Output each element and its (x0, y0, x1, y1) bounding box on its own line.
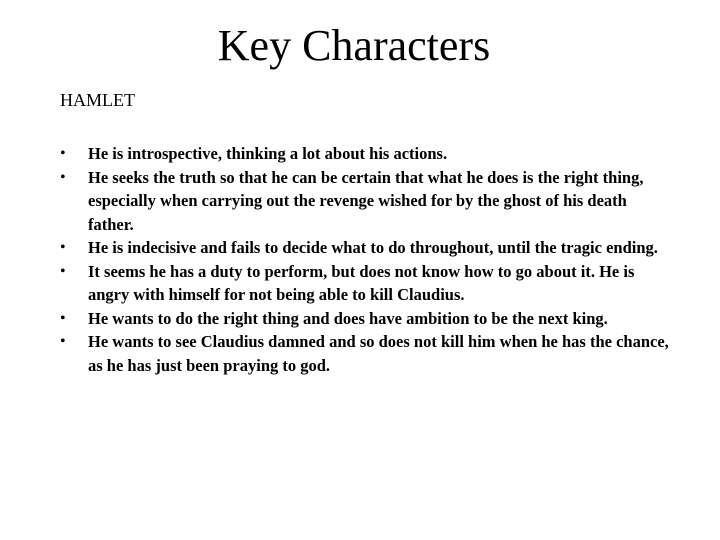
bullet-item (60, 236, 670, 260)
bullet-text: He seeks the truth so that he can be certain that what he does is the right thing, especially when carrying out the revenge wished for by the ghost of his death father. (88, 167, 644, 234)
slide-title: Key Characters (217, 21, 491, 70)
bullet-item (60, 307, 670, 331)
bullet-dot-icon: • (60, 168, 66, 186)
bullet-dot-icon: • (60, 145, 66, 162)
bullet-text: He wants to see Claudius damned and so does not kill him when he has the chance, as he has just been praying to god. (88, 332, 669, 375)
bullet-item (60, 330, 670, 377)
bullet-text: He is introspective, thinking a lot about his actions. (88, 144, 448, 163)
bullet-item (60, 166, 670, 237)
bullet-item (60, 142, 670, 166)
bullet-dot-icon: • (60, 309, 66, 327)
bullet-dot-icon: • (60, 333, 66, 350)
bullet-dot-icon: • (60, 262, 66, 280)
bullet-item (60, 260, 670, 307)
character-heading: HAMLET (60, 90, 135, 110)
bullet-list (60, 142, 670, 377)
bullet-text: He wants to do the right thing and does have ambition to be the next king. (88, 308, 608, 328)
bullet-dot-icon: • (60, 239, 66, 256)
bullet-text: It seems he has a duty to perform, but does not know how to go about it. He is angry with himself for not being able to kill Claudius. (88, 261, 635, 304)
bullet-text: He is indecisive and fails to decide what to do throughout, until the tragic ending. (88, 238, 658, 257)
